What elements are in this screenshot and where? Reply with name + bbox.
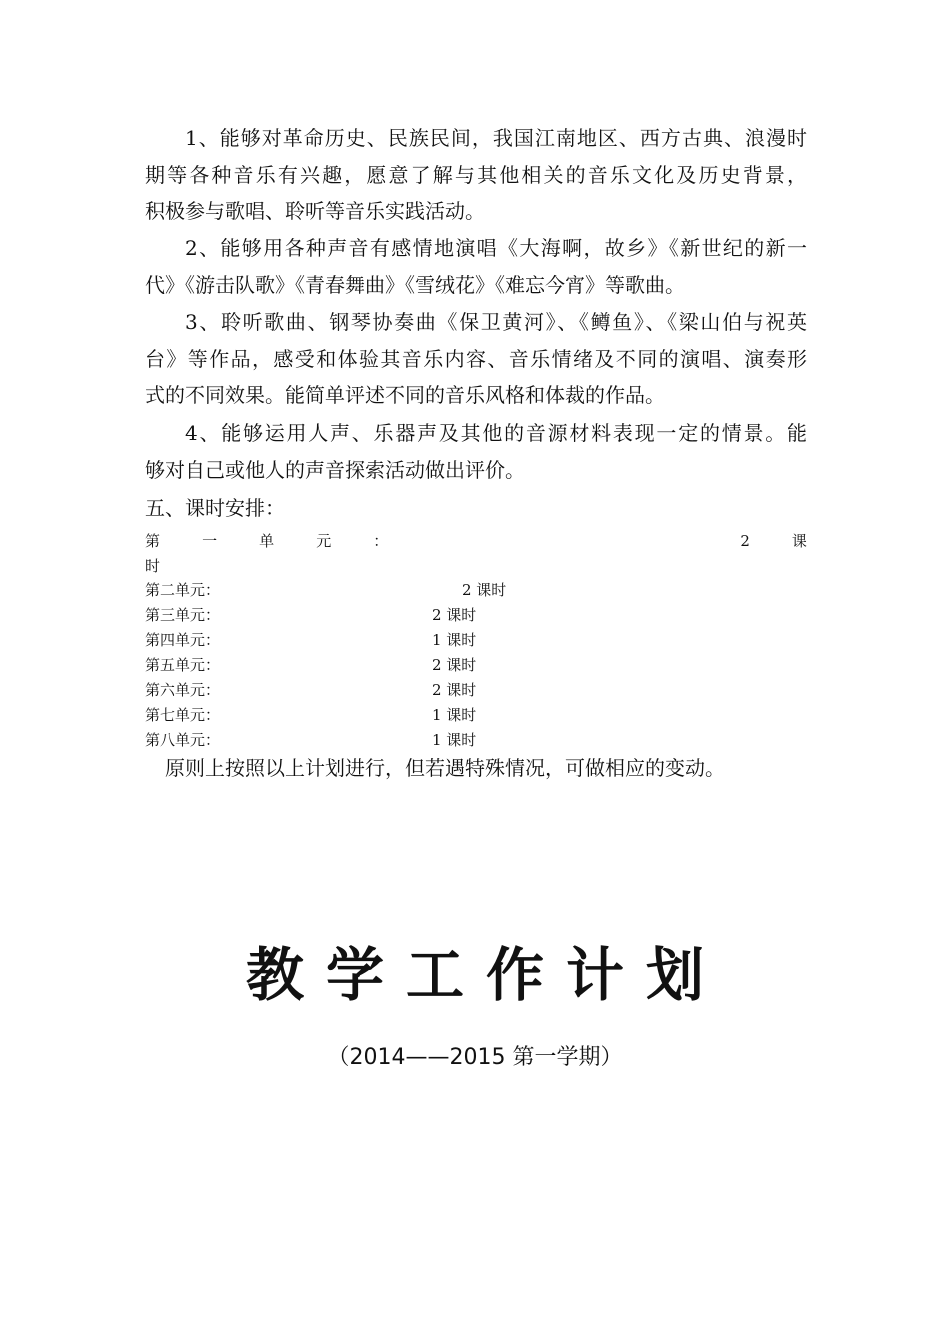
- goal-2-line-2: 代》《游击队歌》《青春舞曲》《雪绒花》《难忘今宵》等歌曲。: [145, 272, 685, 297]
- unit-hours: 2 课时: [432, 606, 477, 624]
- schedule-row-unit-2: [145, 579, 507, 601]
- plan-term: （2014——2015 第一学期）: [327, 1045, 623, 1070]
- unit-label: 第六单元：: [145, 681, 221, 699]
- schedule-row-unit-1: [145, 530, 807, 552]
- goal-3-line-1: 3、聆听歌曲、钢琴协奏曲《保卫黄河》、《鳟鱼》、《梁山伯与祝英: [185, 310, 807, 334]
- unit-label: 第四单元：: [145, 631, 221, 649]
- goal-4-line-2: 够对自己或他人的声音探索活动做出评价。: [145, 457, 525, 482]
- unit-hours: 1 课时: [432, 731, 477, 749]
- goal-paragraph-4: [145, 415, 807, 488]
- goal-paragraph-3: [145, 304, 807, 414]
- goal-3-line-3: 式的不同效果。能简单评述不同的音乐风格和体裁的作品。: [145, 383, 665, 407]
- goal-1-line-2: 期等各种音乐有兴趣，愿意了解与其他相关的音乐文化及历史背景，: [145, 162, 807, 187]
- unit-1-hours-tail: 时: [145, 557, 161, 575]
- goal-4-line-1: 4、能够运用人声、乐器声及其他的音源材料表现一定的情景。能: [185, 421, 807, 445]
- unit-1-char: 第: [145, 532, 161, 550]
- unit-1-char: 元: [316, 532, 332, 550]
- unit-label: 第八单元：: [145, 731, 221, 749]
- unit-label: 第五单元：: [145, 656, 221, 674]
- plan-title: 教学工作计划: [245, 941, 726, 1009]
- schedule-note: 原则上按照以上计划进行，但若遇特殊情况，可做相应的变动。: [165, 756, 725, 780]
- unit-1-hours-number: 2: [740, 532, 750, 550]
- unit-label: 第二单元：: [145, 581, 221, 599]
- schedule-row-unit-5: [145, 654, 477, 676]
- goal-paragraph-1: [145, 120, 807, 230]
- unit-label: 第三单元：: [145, 606, 221, 624]
- goal-1-line-3: 积极参与歌唱、聆听等音乐实践活动。: [145, 199, 485, 223]
- unit-label: 第七单元：: [145, 706, 221, 724]
- unit-1-char: 一: [202, 532, 218, 550]
- goal-paragraph-2: [145, 230, 807, 303]
- unit-hours: 2 课时: [462, 581, 507, 599]
- schedule-heading: 五、课时安排：: [145, 496, 285, 520]
- unit-1-char: 单: [259, 532, 275, 550]
- schedule-row-unit-4: [145, 629, 477, 651]
- schedule-row-unit-6: [145, 679, 477, 701]
- goal-3-line-2: 台》等作品，感受和体验其音乐内容、音乐情绪及不同的演唱、演奏形: [145, 346, 807, 371]
- goal-2-line-1: 2、能够用各种声音有感情地演唱《大海啊，故乡》《新世纪的新一: [185, 236, 807, 260]
- unit-hours: 1 课时: [432, 631, 477, 649]
- unit-1-hours-char: 课: [791, 532, 807, 550]
- goal-1-line-1: 1、能够对革命历史、民族民间，我国江南地区、西方古典、浪漫时: [185, 126, 807, 150]
- unit-1-char: ：: [373, 532, 389, 550]
- unit-hours: 1 课时: [432, 706, 477, 724]
- schedule-row-unit-8: [145, 729, 477, 751]
- unit-hours: 2 课时: [432, 656, 477, 674]
- schedule-row-unit-7: [145, 704, 477, 726]
- schedule-row-unit-3: [145, 604, 477, 626]
- unit-hours: 2 课时: [432, 681, 477, 699]
